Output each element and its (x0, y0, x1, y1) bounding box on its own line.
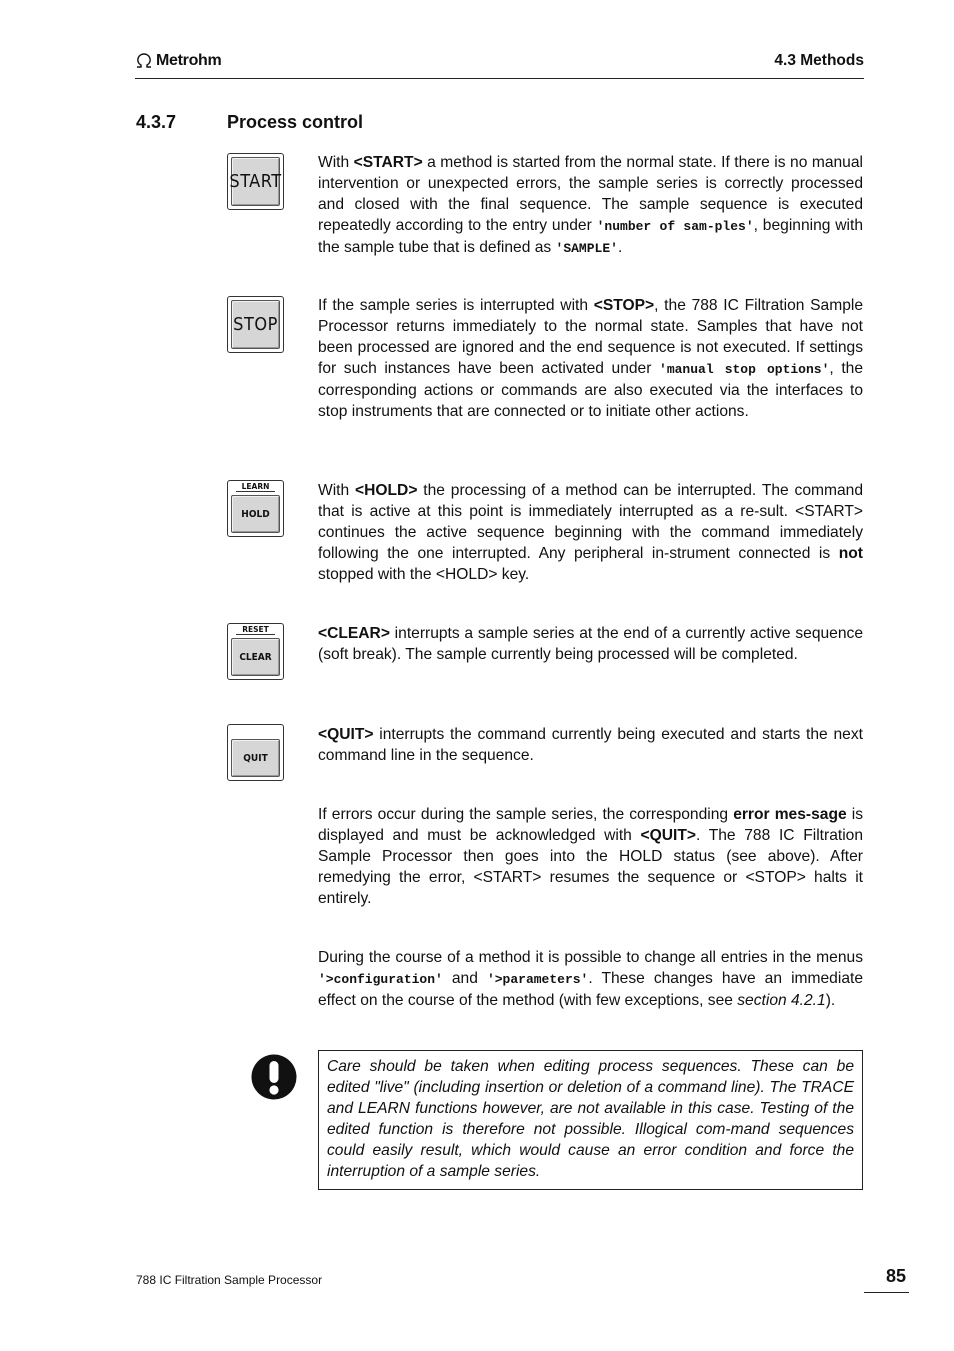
header-rule (135, 78, 864, 79)
bold-run: <QUIT> (318, 726, 374, 743)
clear-paragraph (318, 624, 863, 666)
text-run: If the sample series is interrupted with (318, 297, 594, 314)
learn-sublabel: LEARN (241, 482, 270, 491)
quit-key-label: QUIT (243, 752, 268, 764)
hold-key-label: HOLD (241, 508, 270, 520)
menu-entry: '>configuration' (318, 971, 443, 987)
stop-key-label: STOP (233, 314, 278, 335)
bold-run: <HOLD> (355, 482, 418, 499)
bold-run: <QUIT> (640, 826, 696, 844)
text-run: stopped with the <HOLD> key. (318, 565, 530, 583)
text-run: is displayed and must be acknowledged with (318, 806, 864, 844)
hold-paragraph (318, 481, 863, 586)
text-run: , the corresponding actions or commands are also executed via the interfaces to stop instruments that are connected or to initiate other actions. (318, 359, 864, 420)
bold-run: <CLEAR> (318, 625, 390, 642)
menu-entry: 'number of sam-ples' (596, 218, 754, 234)
menu-entry: '>parameters' (486, 971, 589, 987)
footer-product: 788 IC Filtration Sample Processor (136, 1273, 323, 1287)
bold-run: <STOP> (593, 297, 655, 314)
text-run: . (617, 238, 623, 256)
start-paragraph (318, 153, 863, 260)
quit-key-icon (227, 724, 284, 781)
quit-paragraph (318, 725, 863, 767)
text-run: and (442, 969, 487, 987)
hold-key-icon (227, 480, 284, 537)
bold-run: not (838, 544, 863, 562)
brand-logo (135, 52, 221, 70)
text-run: With (318, 482, 356, 499)
omega-icon (135, 53, 153, 69)
section-reference: section 4.2.1 (737, 991, 826, 1009)
running-header: 4.3 Methods (774, 52, 864, 69)
bold-run: <START> (353, 154, 423, 171)
changes-paragraph (318, 948, 863, 1012)
text-run: , beginning with the sample tube that is defined as (318, 216, 863, 256)
section-title: Process control (227, 112, 364, 132)
text-run: the processing of a method can be interrupted. The command that is active at this point is immediately interrupted as a re-sult. <START> continues the active sequence beginning with the command immediately following the one interrupted. Any peripheral in-strument connected is (318, 482, 863, 562)
stop-paragraph (318, 296, 863, 422)
footer-rule (864, 1292, 909, 1293)
text-run: interrupts a sample series at the end of a currently active sequence (soft break). The sample currently being processed will be completed. (318, 625, 863, 663)
text-run: , the 788 IC Filtration Sample Processor returns immediately to the normal state. Samples that have not been processed are ignored and the end sequence is not executed. If settings for such instances have been activated under (318, 297, 863, 377)
page-number: 85 (885, 1266, 906, 1286)
bold-run: error mes-sage (733, 806, 847, 823)
reset-sublabel: RESET (242, 625, 269, 634)
text-run: ). (825, 991, 836, 1009)
text-run: . These changes have an immediate effect on the course of the method (with few exceptions, see (318, 969, 863, 1009)
text-run: With (318, 154, 354, 171)
menu-entry: 'manual stop options' (659, 361, 830, 377)
text-run: . The 788 IC Filtration Sample Processor then goes into the HOLD status (see above). After remedying the error, <START> resumes the sequence or <STOP> halts it entirely. (318, 826, 864, 907)
errors-paragraph (318, 805, 863, 910)
exclamation-warning-icon (251, 1054, 297, 1100)
clear-key-icon (227, 623, 284, 680)
menu-entry: 'SAMPLE' (555, 240, 618, 256)
text-run: During the course of a method it is possible to change all entries in the menus (318, 949, 863, 966)
section-number: 4.3.7 (136, 112, 177, 132)
text-run: a method is started from the normal state. If there is no manual intervention or unexpected errors, the sample series is correctly processed and closed with the final sequence. The sample sequence is executed repeatedly according to the entry under (318, 154, 863, 234)
caution-note-text: Care should be taken when editing process sequences. These can be edited "live" (including insertion or deletion of a command line). The TRACE and LEARN functions however, are not available in this case. Testing of the edited function is therefore not possible. Illogical com-mand sequences could easily result, which would cause an error condition and force the interruption of a sample series. (327, 1058, 854, 1180)
clear-key-label: CLEAR (239, 651, 272, 663)
brand-name: Metrohm (156, 52, 222, 69)
caution-note (318, 1050, 863, 1190)
start-key-icon (227, 153, 284, 210)
text-run: If errors occur during the sample series, the corresponding (318, 806, 734, 823)
text-run: interrupts the command currently being executed and starts the next command line in the sequence. (318, 726, 863, 764)
start-key-label: START (229, 171, 282, 192)
stop-key-icon (227, 296, 284, 353)
